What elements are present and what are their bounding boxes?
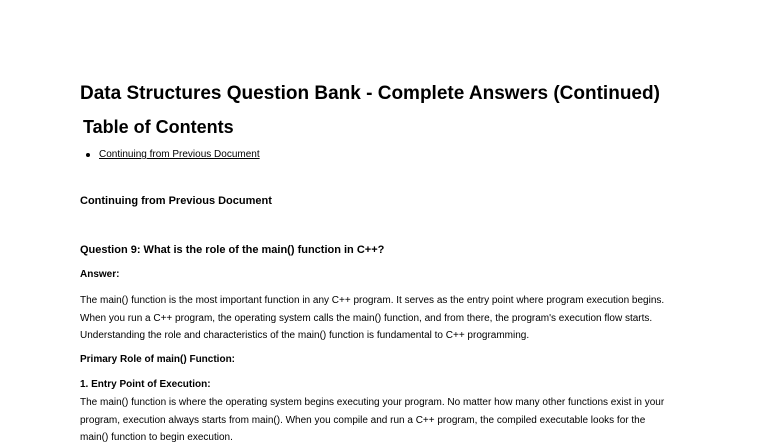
- paragraph-line: program, execution always starts from main(). When you compile and run a C++ program, the compiled executable looks for the: [80, 414, 646, 426]
- paragraph-line: When you run a C++ program, the operating system calls the main() function, and from there, the program's execution flow starts.: [80, 312, 653, 324]
- document-title: Data Structures Question Bank - Complete Answers (Continued): [80, 83, 660, 104]
- paragraph-line: main() function to begin execution.: [80, 432, 233, 443]
- point-1-title: 1. Entry Point of Execution:: [80, 379, 211, 390]
- paragraph-line: Understanding the role and characteristics of the main() function is fundamental to C++ programming.: [80, 330, 530, 341]
- answer-label: Answer:: [80, 269, 120, 280]
- bullet-icon: [86, 153, 90, 157]
- section-heading: Continuing from Previous Document: [80, 195, 272, 207]
- point-1-paragraph: [80, 394, 710, 447]
- question-heading: Question 9: What is the role of the main() function in C++?: [80, 244, 385, 256]
- paragraph-line: The main() function is the most important function in any C++ program. It serves as the entry point where program execution begins.: [80, 295, 665, 306]
- toc-list: [86, 148, 260, 162]
- toc-item: [86, 148, 260, 162]
- paragraph-line: The main() function is where the operating system begins executing your program. No matter how many other functions exist in your: [80, 397, 665, 408]
- intro-paragraph: [80, 292, 710, 345]
- toc-link-continuing[interactable]: Continuing from Previous Document: [99, 149, 260, 160]
- primary-role-heading: Primary Role of main() Function:: [80, 354, 236, 365]
- toc-heading: Table of Contents: [83, 117, 234, 137]
